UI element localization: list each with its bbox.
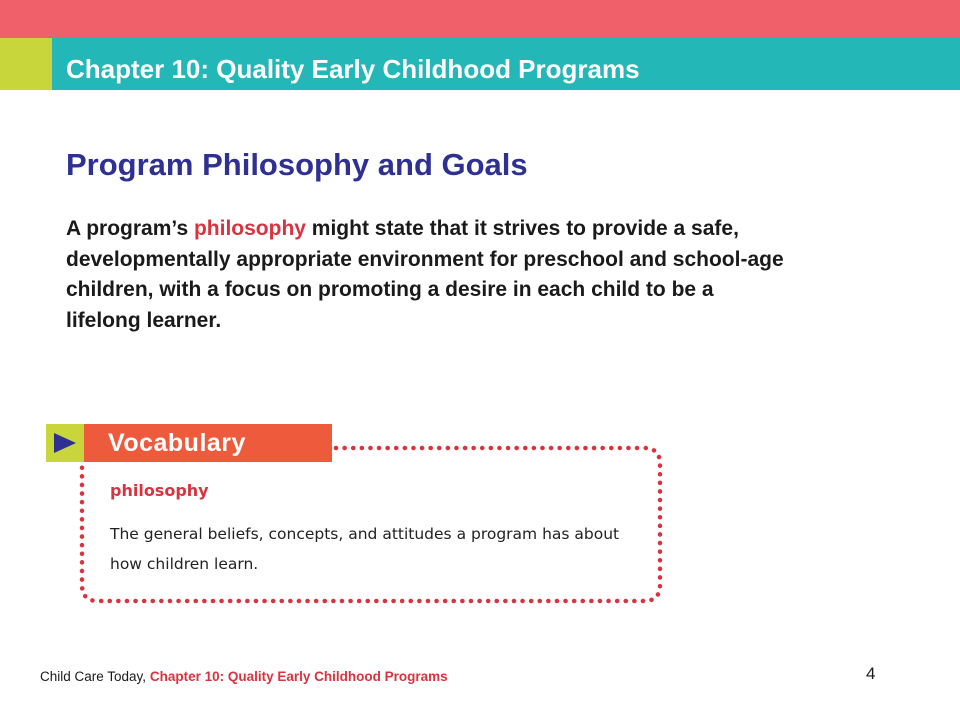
top-color-band	[0, 0, 960, 38]
footer-chapter: Chapter 10: Quality Early Childhood Programs	[149, 669, 448, 684]
body-text-start: A program’s	[66, 217, 194, 240]
slide-title: Program Philosophy and Goals	[66, 147, 528, 182]
header-accent-block	[0, 38, 52, 90]
vocabulary-label-box	[84, 424, 332, 462]
body-paragraph	[66, 214, 786, 336]
vocabulary-arrow-box	[46, 424, 84, 462]
vocabulary-label: Vocabulary	[108, 429, 246, 457]
vocabulary-term: philosophy	[110, 481, 209, 500]
arrow-right-icon	[54, 433, 76, 453]
highlighted-term: philosophy	[193, 217, 306, 240]
footer-book-title: Child Care Today,	[40, 669, 147, 684]
body-text-end: might state that it strives to provide a safe, developmentally appropriate environment for preschool and school-age children, with a focus on promoting a desire in each child to be a lifelong learner.	[66, 217, 784, 332]
vocabulary-definition: The general beliefs, concepts, and attitudes a program has about how children learn.	[110, 525, 620, 573]
footer-citation	[40, 669, 448, 685]
chapter-title: Chapter 10: Quality Early Childhood Programs	[66, 54, 640, 84]
page-number: 4	[866, 664, 876, 683]
